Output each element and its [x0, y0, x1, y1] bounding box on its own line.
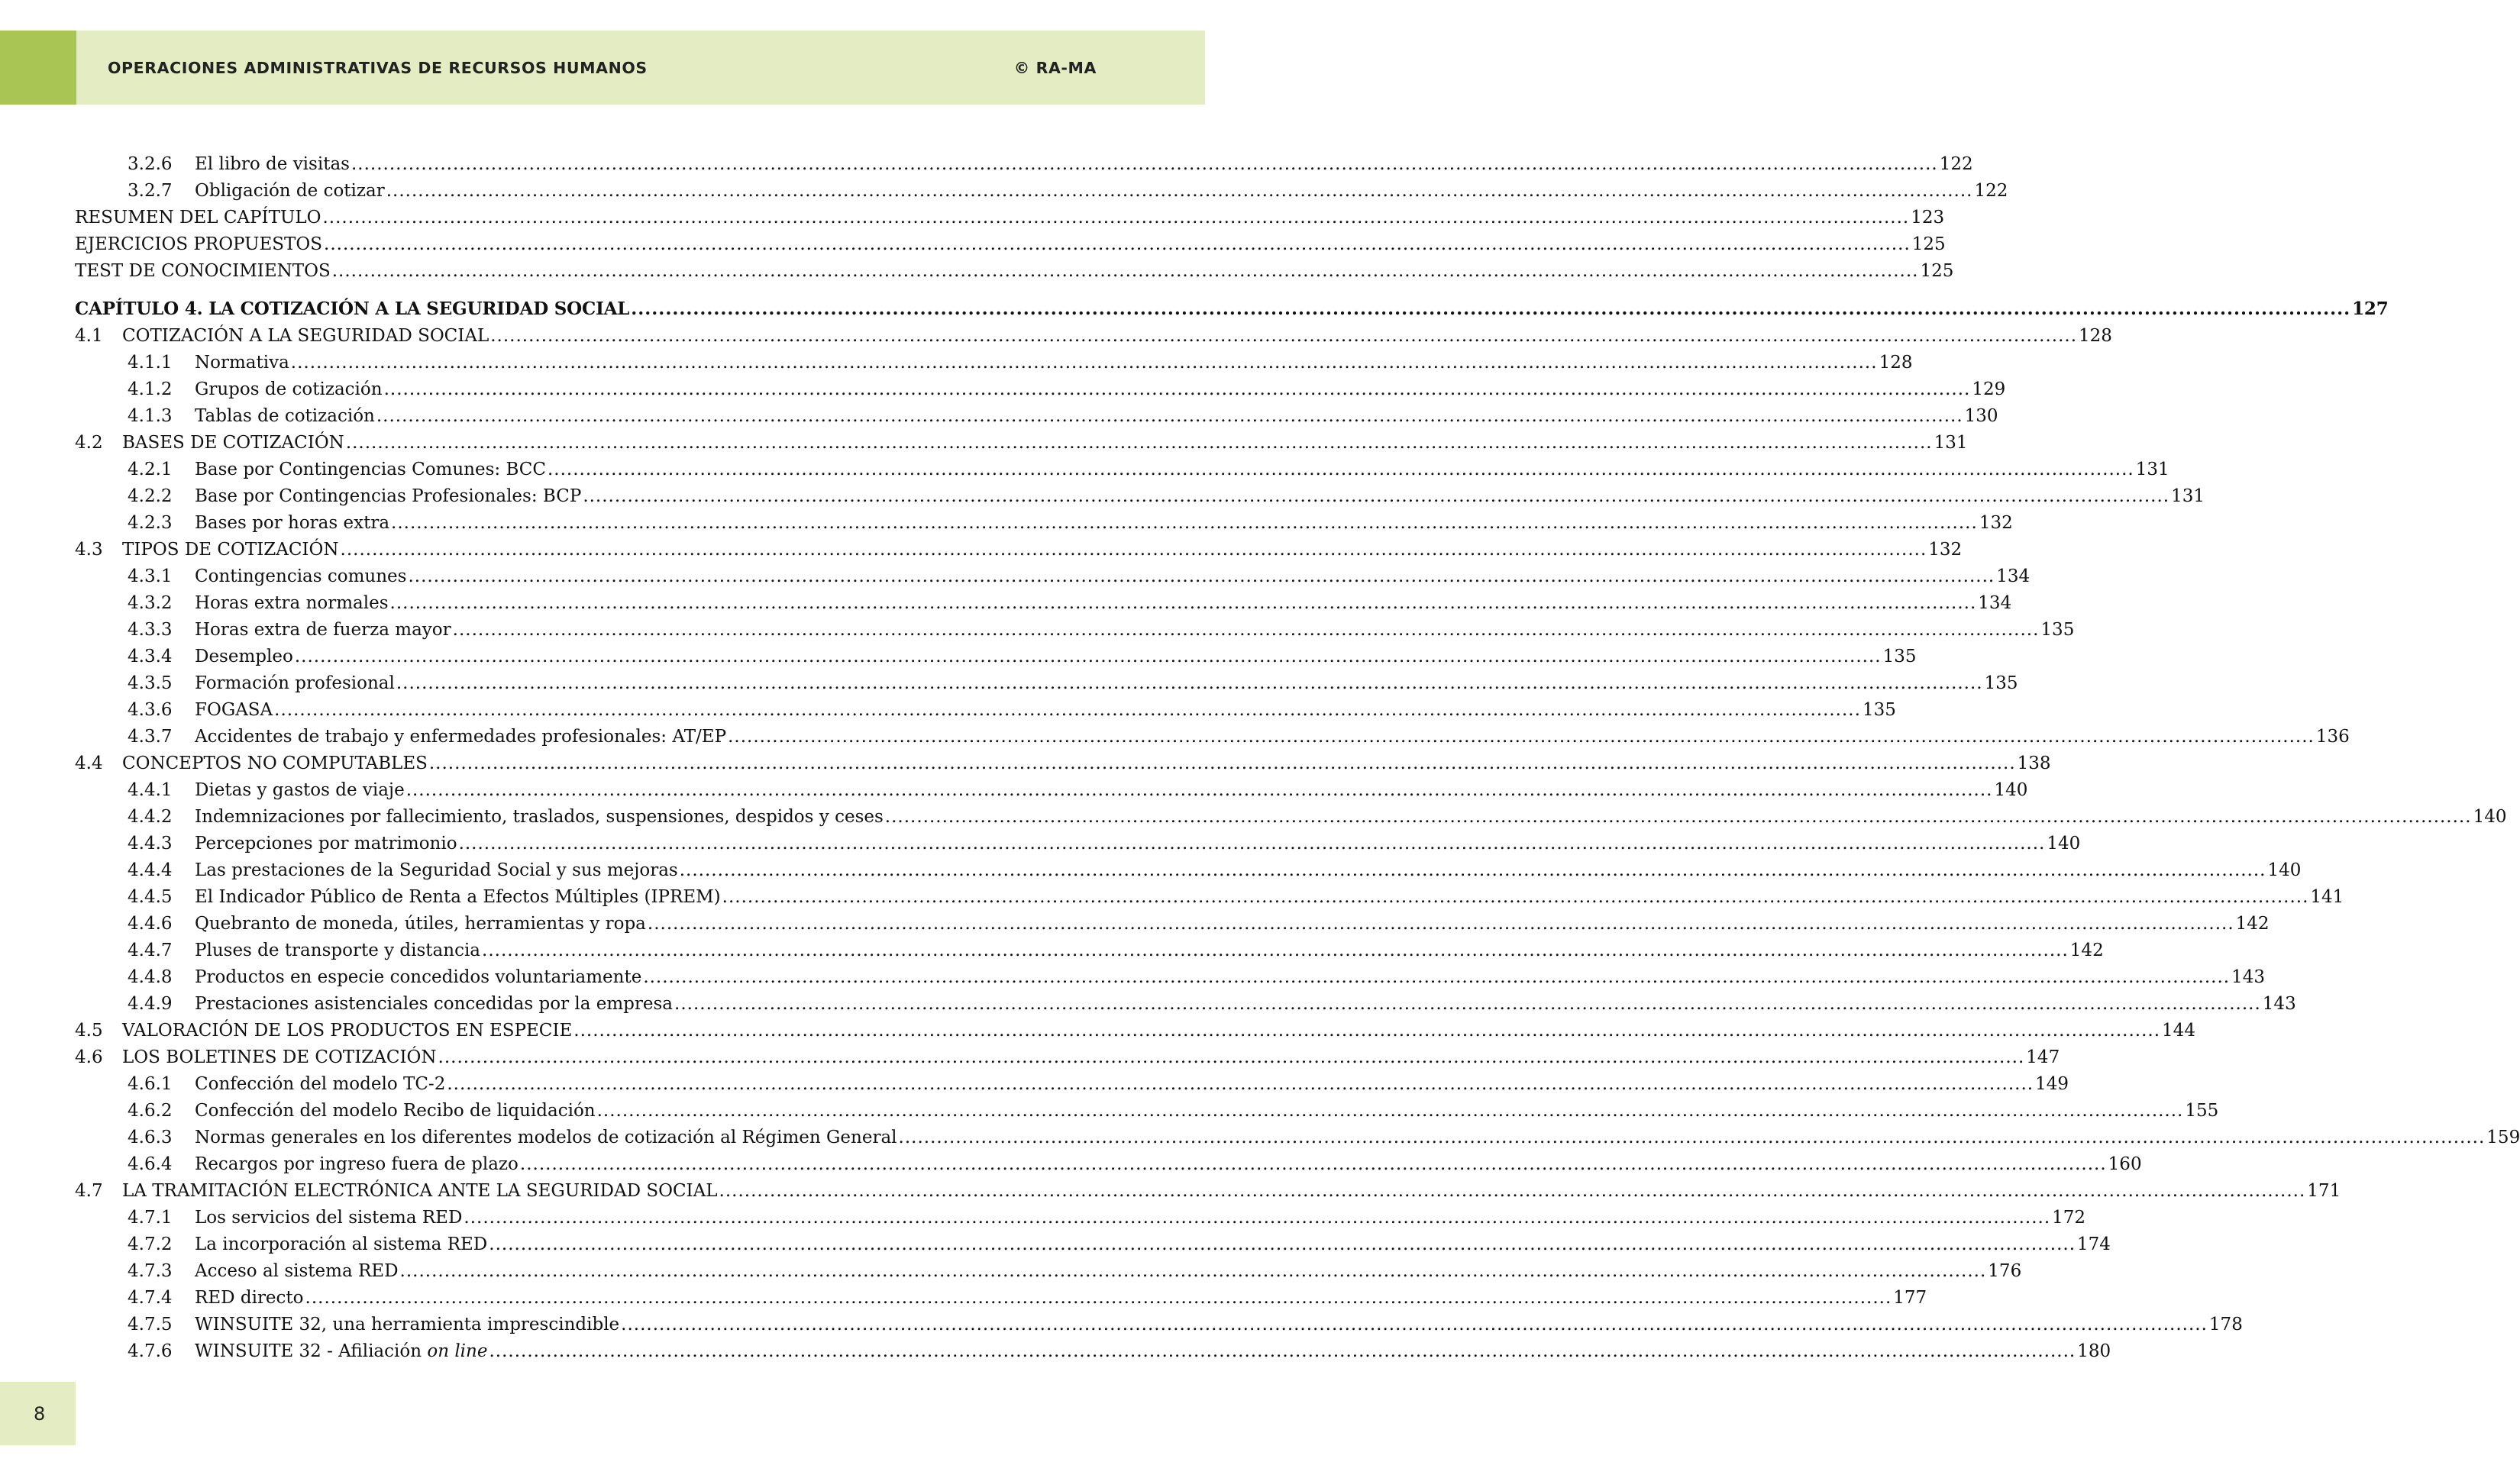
toc-entry-number: 4.3.3 — [128, 620, 173, 640]
toc-entry-title: Recargos por ingreso fuera de plazo — [195, 1154, 519, 1174]
toc-entry — [128, 1260, 2022, 1283]
toc-entry-page: 174 — [2077, 1234, 2111, 1254]
toc-leader-dots — [376, 405, 1963, 428]
toc-entry-page: 180 — [2077, 1341, 2111, 1361]
toc-entry-title: FOGASA — [195, 700, 273, 720]
toc-leader-dots — [332, 260, 1919, 282]
toc-entry-number: 4.6 — [75, 1047, 103, 1067]
toc-entry-title: Normas generales en los diferentes modelos de cotización al Régimen General — [195, 1128, 897, 1147]
toc-leader-dots — [384, 378, 1971, 401]
toc-entry — [128, 565, 2031, 588]
toc-entry-number: 4.3.7 — [128, 727, 173, 747]
page-number: 8 — [34, 1403, 46, 1425]
toc-entry-title: COTIZACIÓN A LA SEGURIDAD SOCIAL — [122, 326, 489, 346]
toc-entry-page: 122 — [1939, 154, 1973, 174]
toc-leader-dots — [400, 1260, 1987, 1283]
toc-entry — [128, 511, 2013, 534]
toc-leader-dots — [341, 538, 1927, 561]
toc-chapter-entry — [75, 298, 2389, 321]
toc-entry-page: 177 — [1893, 1288, 1927, 1308]
toc-leader-dots — [386, 179, 1973, 202]
toc-entry — [75, 233, 1946, 256]
toc-entry-number: 4.2.3 — [128, 513, 173, 533]
toc-entry-page: 140 — [2267, 860, 2302, 880]
toc-entry-page: 135 — [1882, 647, 1917, 666]
toc-entry — [75, 1019, 2195, 1042]
toc-entry-title: TEST DE CONOCIMIENTOS — [75, 261, 331, 281]
toc-leader-dots — [489, 1233, 2076, 1256]
toc-entry-number: 4.7.4 — [128, 1288, 173, 1308]
toc-entry — [128, 1099, 2219, 1122]
toc-entry-page: 131 — [2171, 486, 2205, 506]
toc-leader-dots — [680, 859, 2266, 882]
toc-entry — [128, 912, 2270, 935]
toc-entry — [128, 886, 2344, 908]
toc-entry — [128, 859, 2302, 882]
toc-entry — [128, 725, 2350, 748]
toc-entry-number: 4.6.4 — [128, 1154, 173, 1174]
toc-entry-page: 140 — [2047, 834, 2081, 854]
toc-leader-dots — [643, 966, 2230, 989]
toc-leader-dots — [728, 725, 2315, 748]
toc-entry-number: 3.2.7 — [128, 181, 173, 201]
toc-entry-number: 4.6.2 — [128, 1101, 173, 1121]
toc-entry-page: 123 — [1911, 208, 1945, 228]
toc-leader-dots — [548, 458, 2134, 481]
toc-leader-dots — [674, 992, 2261, 1015]
toc-entry — [128, 1153, 2142, 1176]
toc-leader-dots — [482, 939, 2069, 962]
toc-leader-dots — [396, 672, 1983, 695]
toc-entry-page: 132 — [1979, 513, 2013, 533]
toc-leader-dots — [291, 351, 1878, 374]
toc-leader-dots — [322, 206, 1909, 229]
toc-entry — [128, 458, 2169, 481]
toc-entry-number: 4.4.4 — [128, 860, 173, 880]
toc-entry-title: Grupos de cotización — [195, 379, 383, 399]
toc-entry-page: 125 — [1911, 234, 1946, 254]
toc-entry-number: 4.2 — [75, 433, 103, 453]
toc-entry-title: CAPÍTULO 4. LA COTIZACIÓN A LA SEGURIDAD SOCIAL — [75, 299, 630, 319]
toc-entry — [128, 485, 2205, 508]
toc-leader-dots — [899, 1126, 2486, 1149]
toc-entry-title: Horas extra normales — [195, 593, 389, 613]
toc-entry-title: Quebranto de moneda, útiles, herramientas y ropa — [195, 914, 646, 934]
toc-entry-number: 3.2.6 — [128, 154, 173, 174]
toc-entry-number: 4.4.5 — [128, 887, 173, 907]
toc-leader-dots — [621, 1313, 2208, 1336]
toc-entry — [128, 779, 2028, 802]
toc-entry — [128, 378, 2006, 401]
toc-entry-number: 4.4.9 — [128, 994, 173, 1014]
toc-entry — [128, 699, 1896, 721]
toc-entry-title: Accidentes de trabajo y enfermedades profesionales: AT/EP — [195, 727, 727, 747]
toc-entry-number: 4.3.1 — [128, 566, 173, 586]
publisher-mark: © RA-MA — [1013, 59, 1097, 77]
toc-entry — [128, 939, 2104, 962]
toc-entry-number: 4.4.3 — [128, 834, 173, 854]
toc-entry-number: 4.3.2 — [128, 593, 173, 613]
toc-entry-number: 4.1.2 — [128, 379, 173, 399]
toc-entry-page: 147 — [2026, 1047, 2060, 1067]
toc-leader-dots — [648, 912, 2234, 935]
toc-entry-title: LOS BOLETINES DE COTIZACIÓN — [122, 1047, 437, 1067]
toc-entry — [75, 206, 1945, 229]
toc-entry-title: LA TRAMITACIÓN ELECTRÓNICA ANTE LA SEGURIDAD SOCIAL — [122, 1181, 718, 1201]
toc-entry-number: 4.7.2 — [128, 1234, 173, 1254]
toc-entry-page: 171 — [2307, 1181, 2341, 1201]
toc-entry-title: CONCEPTOS NO COMPUTABLES — [122, 754, 428, 773]
toc-entry-number: 4.6.3 — [128, 1128, 173, 1147]
toc-leader-dots — [406, 779, 1993, 802]
toc-leader-dots — [489, 1340, 2076, 1363]
toc-entry — [128, 805, 2507, 828]
toc-entry-title: VALORACIÓN DE LOS PRODUCTOS EN ESPECIE — [122, 1021, 573, 1041]
toc-entry-page: 127 — [2352, 299, 2389, 319]
toc-entry-number: 4.4.2 — [128, 807, 173, 827]
toc-entry-number: 4.2.2 — [128, 486, 173, 506]
toc-leader-dots — [346, 431, 1933, 454]
toc-leader-dots — [391, 511, 1978, 534]
toc-entry-title: Pluses de transporte y distancia — [195, 941, 481, 960]
toc-leader-dots — [520, 1153, 2107, 1176]
header-title: OPERACIONES ADMINISTRATIVAS DE RECURSOS HUMANOS — [108, 59, 648, 77]
toc-entry-page: 125 — [1920, 261, 1954, 281]
toc-entry-number: 4.7 — [75, 1181, 103, 1201]
toc-entry-title: Confección del modelo Recibo de liquidación — [195, 1101, 596, 1121]
toc-entry-page: 149 — [2035, 1074, 2069, 1094]
toc-entry-title: Los servicios del sistema RED — [195, 1208, 463, 1228]
toc-entry — [128, 1340, 2111, 1363]
toc-leader-dots — [324, 233, 1911, 256]
toc-entry-page: 130 — [1964, 406, 1998, 426]
toc-entry — [128, 1233, 2111, 1256]
toc-leader-dots — [459, 832, 2046, 855]
toc-entry-title: RED directo — [195, 1288, 304, 1308]
toc-entry — [128, 405, 1998, 428]
toc-entry — [75, 1179, 2341, 1202]
toc-entry — [75, 538, 1963, 561]
toc-entry-number: 4.7.6 — [128, 1341, 173, 1361]
toc-entry-title: Bases por horas extra — [195, 513, 390, 533]
toc-leader-dots — [583, 485, 2169, 508]
toc-entry-number: 4.3.4 — [128, 647, 173, 666]
toc-entry-title: Obligación de cotizar — [195, 181, 385, 201]
toc-entry — [128, 1286, 1927, 1309]
toc-leader-dots — [274, 699, 1861, 721]
toc-entry-title: Base por Contingencias Comunes: BCC — [195, 460, 546, 479]
toc-entry-number: 4.1 — [75, 326, 103, 346]
toc-entry — [128, 592, 2012, 615]
toc-entry — [128, 1126, 2520, 1149]
toc-leader-dots — [390, 592, 1977, 615]
toc-entry-page: 135 — [1984, 673, 2018, 693]
toc-entry-title: Percepciones por matrimonio — [195, 834, 457, 854]
toc-entry-title: WINSUITE 32, una herramienta imprescindible — [195, 1315, 620, 1334]
toc-leader-dots — [305, 1286, 1892, 1309]
toc-entry-title: TIPOS DE COTIZACIÓN — [122, 540, 339, 560]
toc-entry-title: Prestaciones asistenciales concedidas por la empresa — [195, 994, 674, 1014]
toc-entry — [75, 1046, 2060, 1069]
toc-leader-dots — [490, 324, 2077, 347]
toc-entry-page: 131 — [1934, 433, 1968, 453]
toc-entry-page: 128 — [1879, 353, 1913, 373]
toc-entry-page: 128 — [2079, 326, 2112, 346]
toc-entry-number: 4.7.5 — [128, 1315, 173, 1334]
toc-leader-dots — [453, 618, 2040, 641]
toc-entry-page: 176 — [1988, 1261, 2022, 1281]
toc-leader-dots — [429, 752, 2016, 775]
toc-entry-page: 135 — [2040, 620, 2075, 640]
toc-leader-dots — [722, 886, 2309, 908]
toc-entry — [75, 324, 2112, 347]
toc-entry-page: 142 — [2069, 941, 2104, 960]
toc-leader-dots — [885, 805, 2472, 828]
toc-entry-number: 4.4.7 — [128, 941, 173, 960]
toc-entry — [75, 431, 1968, 454]
toc-entry-number: 4.3 — [75, 540, 103, 560]
toc-entry-page: 178 — [2208, 1315, 2243, 1334]
toc-entry-page: 129 — [1972, 379, 2006, 399]
toc-entry-page: 135 — [1862, 700, 1896, 720]
toc-entry-page: 138 — [2017, 754, 2051, 773]
toc-entry-title: Tablas de cotización — [195, 406, 375, 426]
toc-entry-title: Normativa — [195, 353, 289, 373]
toc-entry-page: 142 — [2235, 914, 2270, 934]
toc-entry — [75, 260, 1954, 282]
toc-entry — [128, 618, 2075, 641]
toc-entry-page: 140 — [2473, 807, 2507, 827]
toc-entry-title: El libro de visitas — [195, 154, 350, 174]
toc-entry-title: Contingencias comunes — [195, 566, 407, 586]
toc-entry-title: La incorporación al sistema RED — [195, 1234, 488, 1254]
toc-entry-title: WINSUITE 32 - Afiliación on line — [195, 1341, 488, 1361]
toc-entry-number: 4.6.1 — [128, 1074, 173, 1094]
toc-leader-dots — [408, 565, 1995, 588]
toc-entry — [128, 992, 2296, 1015]
toc-entry-page: 134 — [1978, 593, 2012, 613]
toc-entry-page: 141 — [2310, 887, 2344, 907]
toc-leader-dots — [597, 1099, 2184, 1122]
toc-entry-number: 4.4.1 — [128, 780, 173, 800]
toc-entry-page: 131 — [2135, 460, 2169, 479]
toc-leader-dots — [351, 153, 1938, 176]
toc-entry-title: RESUMEN DEL CAPÍTULO — [75, 208, 321, 228]
toc-entry-title: Dietas y gastos de viaje — [195, 780, 405, 800]
toc-entry-page: 132 — [1928, 540, 1963, 560]
toc-entry-number: 4.3.5 — [128, 673, 173, 693]
toc-entry-title: Productos en especie concedidos voluntariamente — [195, 967, 642, 987]
toc-entry-number: 4.2.1 — [128, 460, 173, 479]
toc-entry-number: 4.1.3 — [128, 406, 173, 426]
toc-entry — [128, 645, 1917, 668]
toc-entry-page: 140 — [1994, 780, 2028, 800]
toc-entry-title: Acceso al sistema RED — [195, 1261, 399, 1281]
toc-entry-title: Las prestaciones de la Seguridad Social y sus mejoras — [195, 860, 678, 880]
toc-entry-title: Horas extra de fuerza mayor — [195, 620, 451, 640]
toc-leader-dots — [447, 1073, 2034, 1096]
toc-entry-number: 4.4.8 — [128, 967, 173, 987]
toc-entry-page: 155 — [2185, 1101, 2219, 1121]
toc-entry-page: 172 — [2052, 1208, 2086, 1228]
toc-entry-title: Indemnizaciones por fallecimiento, traslados, suspensiones, despidos y ceses — [195, 807, 884, 827]
toc-entry-number: 4.7.1 — [128, 1208, 173, 1228]
toc-entry — [128, 832, 2081, 855]
toc-leader-dots — [464, 1206, 2050, 1229]
toc-entry-page: 144 — [2162, 1021, 2195, 1041]
toc-entry — [128, 1313, 2243, 1336]
toc-leader-dots — [295, 645, 1882, 668]
toc-entry — [128, 966, 2265, 989]
toc-entry-title: El Indicador Público de Renta a Efectos Múltiples (IPREM) — [195, 887, 721, 907]
toc-entry-page: 134 — [1996, 566, 2031, 586]
toc-entry — [128, 1073, 2069, 1096]
toc-entry — [128, 153, 1973, 176]
toc-entry-number: 4.7.3 — [128, 1261, 173, 1281]
toc-leader-dots — [438, 1046, 2025, 1069]
toc-entry-number: 4.4.6 — [128, 914, 173, 934]
toc-entry — [75, 752, 2051, 775]
toc-entry-title: Formación profesional — [195, 673, 395, 693]
toc-entry-title: BASES DE COTIZACIÓN — [122, 433, 344, 453]
toc-leader-dots — [719, 1179, 2306, 1202]
toc-entry-title: Confección del modelo TC-2 — [195, 1074, 446, 1094]
toc-entry-number: 4.5 — [75, 1021, 103, 1041]
toc-leader-dots — [573, 1019, 2160, 1042]
toc-entry-title: Base por Contingencias Profesionales: BCP — [195, 486, 582, 506]
toc-entry-page: 159 — [2486, 1128, 2520, 1147]
toc-entry — [128, 351, 1913, 374]
toc-entry-number: 4.1.1 — [128, 353, 173, 373]
toc-entry-number: 4.4 — [75, 754, 103, 773]
toc-entry — [128, 672, 2018, 695]
toc-entry-page: 136 — [2315, 727, 2350, 747]
toc-entry-page: 122 — [1974, 181, 2008, 201]
toc-leader-dots — [631, 298, 2350, 321]
toc-entry — [128, 179, 2008, 202]
toc-entry-page: 160 — [2108, 1154, 2142, 1174]
toc-entry-title: EJERCICIOS PROPUESTOS — [75, 234, 323, 254]
toc-entry-page: 143 — [2262, 994, 2296, 1014]
toc-entry — [128, 1206, 2086, 1229]
toc-entry-title: Desempleo — [195, 647, 293, 666]
toc-entry-number: 4.3.6 — [128, 700, 173, 720]
toc-entry-page: 143 — [2231, 967, 2265, 987]
